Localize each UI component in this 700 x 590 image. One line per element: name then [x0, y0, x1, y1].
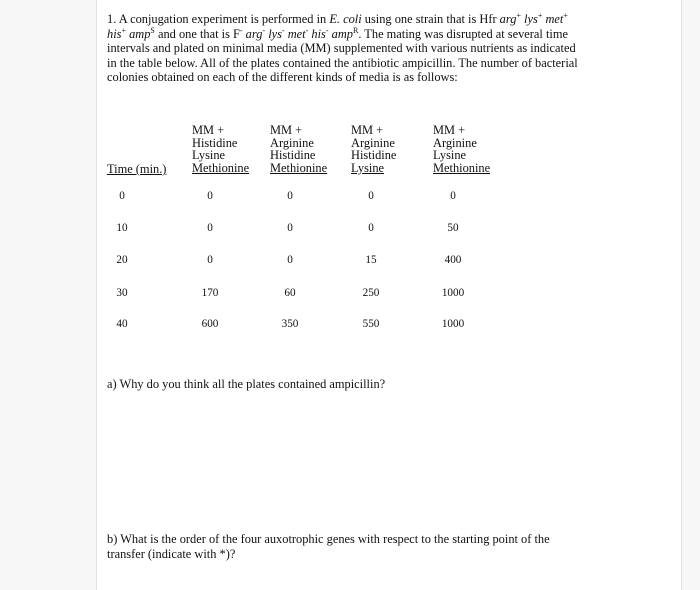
value-cell: 15 [365, 254, 377, 266]
value-cell: 400 [444, 254, 462, 266]
column-header-2: MM + Arginine Histidine Methionine [270, 123, 328, 175]
question-a: a) Why do you think all the plates contained ampicillin? [107, 377, 386, 391]
value-cell: 600 [201, 318, 219, 330]
value-cell: 1000 [441, 287, 465, 299]
time-cell: 40 [116, 318, 128, 330]
value-cell: 0 [287, 190, 293, 202]
value-cell: 50 [447, 222, 459, 234]
column-header-3: MM + Arginine Histidine Lysine [351, 123, 397, 175]
value-cell: 0 [207, 190, 213, 202]
value-cell: 0 [368, 190, 374, 202]
time-column-header: Time (min.) [107, 162, 167, 176]
value-cell: 550 [362, 318, 380, 330]
time-cell: 20 [116, 254, 128, 266]
problem-statement: 1. A conjugation experiment is performed in E. coli using one strain that is Hfr arg+ lys+ met+ his+ amp$^S$ and one that is F- arg- lys- met- his- amp$^R$. The mating was disrupted at several time intervals and plated on minimal media (MM) supplemented with various nutrients as indicated in the table below. All of the plates contained the antibiotic ampicillin. The number of bacterial colonies obtained on each of the different kinds of media is as follows: [107, 10, 578, 85]
time-cell: 30 [116, 287, 128, 299]
value-cell: 0 [287, 254, 293, 266]
value-cell: 0 [287, 222, 293, 234]
value-cell: 0 [368, 222, 374, 234]
column-header-1: MM + Histidine Lysine Methionine [192, 123, 250, 175]
value-cell: 0 [207, 222, 213, 234]
value-cell: 170 [201, 287, 219, 299]
problem-number: 1. [107, 12, 117, 26]
column-header-4: MM + Arginine Lysine Methionine [433, 123, 491, 175]
value-cell: 0 [207, 254, 213, 266]
species-name: E. coli [329, 12, 362, 26]
value-cell: 1000 [441, 318, 465, 330]
value-cell: 60 [284, 287, 296, 299]
time-cell: 10 [116, 222, 128, 234]
time-cell: 0 [119, 190, 125, 202]
value-cell: 250 [362, 287, 380, 299]
value-cell: 350 [281, 318, 299, 330]
question-b: b) What is the order of the four auxotrophic genes with respect to the starting point of the transfer (indicate with *)? [107, 532, 550, 561]
value-cell: 0 [450, 190, 456, 202]
